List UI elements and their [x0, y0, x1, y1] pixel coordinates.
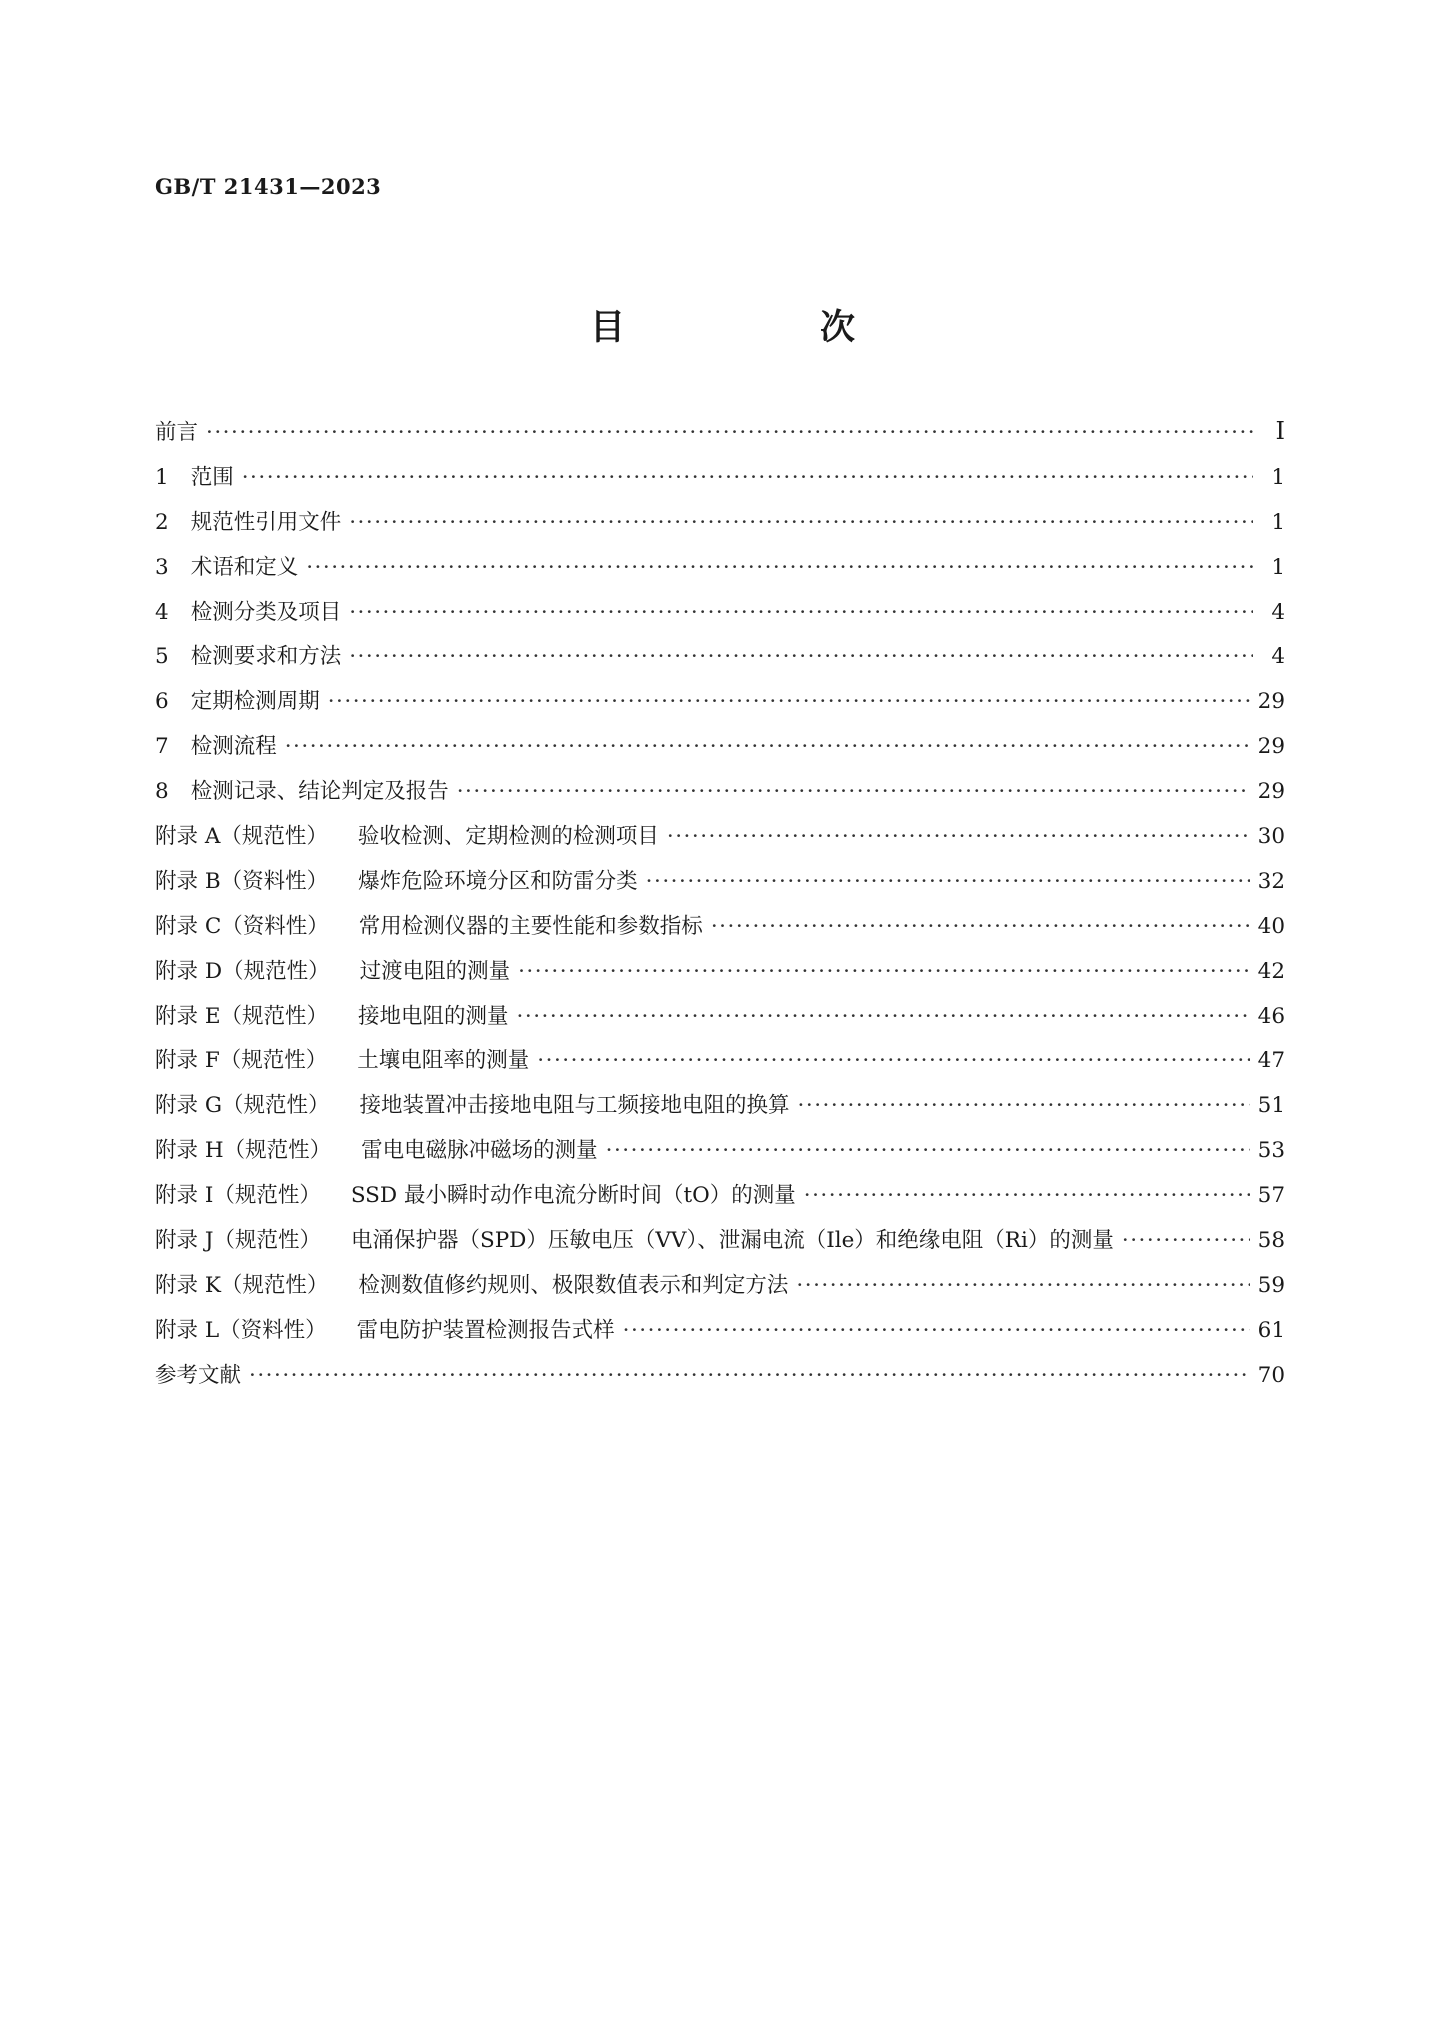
toc-page-number: 1 — [1271, 464, 1285, 490]
toc-page-number: 4 — [1271, 599, 1285, 625]
toc-entry-label: 附录 K（规范性） 检测数值修约规则、极限数值表示和判定方法 — [155, 1268, 788, 1299]
toc-entry-label: 参考文献 — [155, 1362, 242, 1388]
toc-entry-appendix[interactable] — [155, 999, 1285, 1044]
toc-entry-label: 2 规范性引用文件 — [155, 509, 342, 535]
toc-page-number: 29 — [1257, 734, 1285, 760]
toc-entry-label: 附录 G（规范性） 接地装置冲击接地电阻与工频接地电阻的换算 — [155, 1088, 790, 1119]
toc-entry-appendix[interactable] — [155, 1088, 1285, 1133]
appendix-designation: 附录 J（规范性） — [155, 1228, 321, 1254]
toc-page-number: 29 — [1257, 779, 1285, 805]
toc-entry[interactable] — [155, 684, 1285, 729]
toc-page-number: 29 — [1257, 689, 1285, 715]
toc-entry-label: 3 术语和定义 — [155, 554, 299, 580]
toc-entry-appendix[interactable] — [155, 1043, 1285, 1088]
toc-leader-dots — [537, 1048, 1249, 1073]
toc-page-number: 61 — [1257, 1317, 1285, 1343]
toc-section-number: 4 — [155, 599, 169, 625]
toc-leader-dots — [249, 1363, 1250, 1388]
toc-page-number: 70 — [1257, 1362, 1285, 1388]
toc-entry[interactable] — [155, 550, 1285, 595]
toc-page-number: 51 — [1257, 1093, 1285, 1119]
toc-leader-dots — [804, 1183, 1250, 1208]
toc-entry-appendix[interactable] — [155, 819, 1285, 864]
toc-entry-label: 附录 J（规范性） 电涌保护器（SPD）压敏电压（VV）、泄漏电流（Ile）和绝缘电阻（Ri）的测量 — [155, 1223, 1114, 1254]
toc-leader-dots — [623, 1318, 1250, 1343]
toc-entry-label: 7 检测流程 — [155, 734, 277, 760]
toc-page-number: 1 — [1271, 509, 1285, 535]
document-code: GB/T 21431—2023 — [155, 174, 382, 199]
toc-leader-dots — [328, 689, 1250, 714]
table-of-contents — [155, 415, 1285, 1403]
toc-page-number: 53 — [1257, 1138, 1285, 1164]
appendix-designation: 附录 F（规范性） — [155, 1048, 328, 1074]
appendix-designation: 附录 K（规范性） — [155, 1272, 329, 1298]
toc-entry-label: 附录 D（规范性） 过渡电阻的测量 — [155, 954, 510, 985]
toc-leader-dots — [1122, 1228, 1250, 1253]
toc-page-number: 57 — [1257, 1183, 1285, 1209]
toc-leader-dots — [349, 510, 1253, 535]
appendix-designation: 附录 H（规范性） — [155, 1138, 332, 1164]
toc-entry-label: 附录 I（规范性） SSD 最小瞬时动作电流分断时间（tO）的测量 — [155, 1178, 796, 1209]
toc-section-number: 3 — [155, 554, 169, 580]
toc-section-number: 2 — [155, 509, 169, 535]
toc-page-number: 42 — [1257, 958, 1285, 984]
appendix-designation: 附录 C（资料性） — [155, 913, 329, 939]
toc-leader-dots — [457, 779, 1250, 804]
toc-entry-appendix[interactable] — [155, 954, 1285, 999]
toc-entry[interactable] — [155, 505, 1285, 550]
toc-leader-dots — [349, 600, 1253, 625]
toc-entry-label: 5 检测要求和方法 — [155, 644, 342, 670]
toc-leader-dots — [349, 644, 1253, 669]
toc-leader-dots — [646, 869, 1250, 894]
toc-entry[interactable] — [155, 460, 1285, 505]
appendix-designation: 附录 A（规范性） — [155, 824, 328, 850]
toc-page-number: 4 — [1271, 644, 1285, 670]
appendix-designation: 附录 B（资料性） — [155, 868, 329, 894]
toc-entry-label: 6 定期检测周期 — [155, 689, 320, 715]
appendix-designation: 附录 I（规范性） — [155, 1183, 321, 1209]
toc-leader-dots — [242, 465, 1253, 490]
toc-page-number: 59 — [1257, 1272, 1285, 1298]
toc-leader-dots — [517, 1004, 1250, 1029]
toc-page-number: 32 — [1257, 868, 1285, 894]
toc-leader-dots — [667, 824, 1250, 849]
appendix-designation: 附录 G（规范性） — [155, 1093, 330, 1119]
toc-entry-label: 附录 F（规范性） 土壤电阻率的测量 — [155, 1043, 529, 1074]
toc-page-number: 47 — [1257, 1048, 1285, 1074]
toc-entry[interactable] — [155, 639, 1285, 684]
appendix-designation: 附录 E（规范性） — [155, 1003, 329, 1029]
toc-entry-label: 附录 L（资料性） 雷电防护装置检测报告式样 — [155, 1313, 615, 1344]
toc-entry-label: 附录 H（规范性） 雷电电磁脉冲磁场的测量 — [155, 1133, 598, 1164]
toc-leader-dots — [206, 420, 1253, 445]
toc-entry-appendix[interactable] — [155, 864, 1285, 909]
toc-section-number: 7 — [155, 734, 169, 760]
toc-page-number: 30 — [1257, 824, 1285, 850]
toc-entry[interactable] — [155, 595, 1285, 640]
toc-section-number: 6 — [155, 689, 169, 715]
toc-leader-dots — [711, 914, 1250, 939]
toc-entry-label: 8 检测记录、结论判定及报告 — [155, 779, 449, 805]
toc-leader-dots — [306, 555, 1253, 580]
toc-entry-label: 1 范围 — [155, 464, 234, 490]
toc-entry-label: 附录 A（规范性） 验收检测、定期检测的检测项目 — [155, 819, 659, 850]
toc-entry-label: 附录 C（资料性） 常用检测仪器的主要性能和参数指标 — [155, 909, 703, 940]
appendix-designation: 附录 D（规范性） — [155, 958, 330, 984]
toc-leader-dots — [518, 959, 1250, 984]
toc-section-number: 8 — [155, 779, 169, 805]
toc-entry-label: 附录 B（资料性） 爆炸危险环境分区和防雷分类 — [155, 864, 638, 895]
page-title: 目 次 — [589, 307, 935, 348]
toc-entry[interactable] — [155, 729, 1285, 774]
toc-entry-label: 附录 E（规范性） 接地电阻的测量 — [155, 999, 509, 1030]
toc-entry-appendix[interactable] — [155, 909, 1285, 954]
toc-section-number: 5 — [155, 644, 169, 670]
toc-entry-appendix[interactable] — [155, 1178, 1285, 1223]
toc-entry-appendix[interactable] — [155, 1268, 1285, 1313]
toc-entry[interactable] — [155, 774, 1285, 819]
toc-page-number: 46 — [1257, 1003, 1285, 1029]
toc-page-number: 58 — [1257, 1228, 1285, 1254]
toc-entry-appendix[interactable] — [155, 1223, 1285, 1268]
toc-entry-label: 前言 — [155, 420, 199, 445]
appendix-designation: 附录 L（资料性） — [155, 1317, 327, 1343]
toc-entry-label: 4 检测分类及项目 — [155, 599, 342, 625]
toc-entry-appendix[interactable] — [155, 1133, 1285, 1178]
toc-leader-dots — [285, 734, 1250, 759]
toc-entry-appendix[interactable] — [155, 1313, 1285, 1358]
toc-page-number: 40 — [1257, 913, 1285, 939]
toc-section-number: 1 — [155, 464, 169, 490]
toc-entry[interactable] — [155, 415, 1285, 460]
toc-leader-dots — [796, 1273, 1249, 1298]
toc-leader-dots — [798, 1093, 1250, 1118]
toc-page-number: Ⅰ — [1275, 417, 1285, 445]
toc-leader-dots — [606, 1138, 1250, 1163]
toc-entry[interactable] — [155, 1358, 1285, 1403]
toc-page-number: 1 — [1271, 554, 1285, 580]
